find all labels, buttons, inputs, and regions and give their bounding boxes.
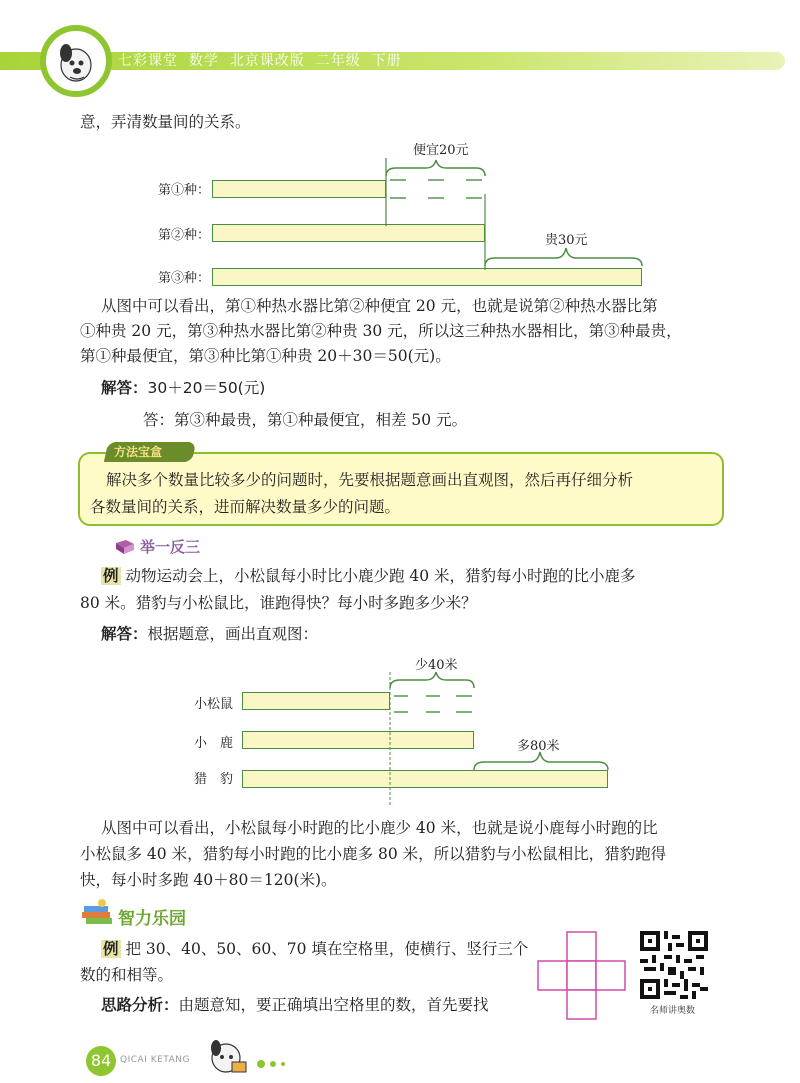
qr-caption: 名师讲奥数 xyxy=(650,1006,696,1016)
row-label-2: 第②种： xyxy=(158,228,211,243)
practice-solution-label: 解答： xyxy=(101,625,148,643)
practice-solution: 解答：根据题意，画出直观图： xyxy=(101,625,319,643)
mascot-logo xyxy=(40,25,112,97)
puzzle-problem-line2: 数的和相等。 xyxy=(80,966,174,984)
practice-problem-line1: 例 动物运动会上，小松鼠每小时比小鹿少跑 40 米，猎豹每小时跑的比小鹿多 xyxy=(103,567,636,585)
practice-section-title: 举一反三 xyxy=(140,538,201,556)
explanation2-line1: 从图中可以看出，小松鼠每小时跑的比小鹿少 40 米，也就是说小鹿每小时跑的比 xyxy=(101,819,658,837)
bar-squirrel xyxy=(242,692,390,710)
method-tag-label: 方法宝盒 xyxy=(114,445,163,459)
brace-label-more: 多80米 xyxy=(517,739,560,754)
brace-label-cheaper: 便宜20元 xyxy=(413,143,469,158)
method-line2: 各数量间的关系，进而解决数量多少的问题。 xyxy=(90,498,401,516)
mascot-footer-icon xyxy=(202,1036,250,1082)
footer-dots xyxy=(256,1054,296,1073)
row-label-1: 第①种： xyxy=(158,183,211,198)
bar-type-3 xyxy=(212,268,642,286)
qr-code[interactable] xyxy=(640,931,708,999)
puzzle-problem-line1: 例 把 30、40、50、60、70 填在空格里，使横行、竖行三个 xyxy=(103,940,529,958)
row-label-3: 第③种： xyxy=(158,271,211,286)
cross-number-grid xyxy=(536,930,628,1022)
row-label-cheetah: 猎 豹 xyxy=(194,772,234,787)
footer-brand: QICAI KETANG xyxy=(120,1055,190,1065)
solution-label: 解答： xyxy=(101,379,148,397)
solution1 xyxy=(101,377,265,400)
diagram2-annotations xyxy=(380,660,630,810)
puzzle-example-tag: 例 xyxy=(103,940,119,958)
page-number: 84 xyxy=(86,1046,116,1076)
example-tag: 例 xyxy=(103,567,119,585)
explanation1-line1: 从图中可以看出，第①种热水器比第②种便宜 20 元，也就是说第②种热水器比第 xyxy=(101,297,658,315)
method-line1: 解决多个数量比较多少的问题时，先要根据题意画出直观图，然后再仔细分析 xyxy=(106,471,634,489)
explanation2-line2: 小松鼠多 40 米，猎豹每小时跑的比小鹿多 80 米，所以猎豹与小松鼠相比，猎豹跑得 xyxy=(80,845,667,863)
header-title: 七彩课堂 数学 北京课改版 二年级 下册 xyxy=(118,53,402,69)
analysis-label: 思路分析： xyxy=(101,996,179,1014)
practice-book-icon xyxy=(114,538,136,560)
puzzle-books-icon xyxy=(80,898,114,930)
puzzle-section-title: 智力乐园 xyxy=(118,909,186,929)
bar-type-1 xyxy=(212,180,386,198)
brace-label-pricier: 贵30元 xyxy=(545,233,588,248)
solution-formula: 30＋20＝50(元) xyxy=(147,379,266,397)
brace-label-less: 少40米 xyxy=(415,658,458,673)
row-label-deer: 小 鹿 xyxy=(194,736,234,751)
row-label-squirrel: 小松鼠 xyxy=(194,697,234,712)
explanation1-line3: 第①种最便宜，第③种比第①种贵 20＋30＝50(元)。 xyxy=(80,347,451,365)
practice-problem-line2: 80 米。猎豹与小松鼠比，谁跑得快？每小时多跑多少米？ xyxy=(80,594,477,612)
solution1-answer: 答：第③种最贵，第①种最便宜，相差 50 元。 xyxy=(143,411,468,429)
qr-code-icon xyxy=(640,931,708,999)
puzzle-analysis: 思路分析：由题意知，要正确填出空格里的数，首先要找 xyxy=(101,996,489,1014)
explanation2-line3: 快，每小时多跑 40＋80＝120(米)。 xyxy=(80,871,337,889)
intro-line: 意，弄清数量间的关系。 xyxy=(80,113,251,131)
diagram1-annotations xyxy=(370,140,670,270)
explanation1-line2: ①种贵 20 元，第③种热水器比第②种贵 30 元，所以这三种热水器相比，第③种最贵， xyxy=(80,322,682,340)
